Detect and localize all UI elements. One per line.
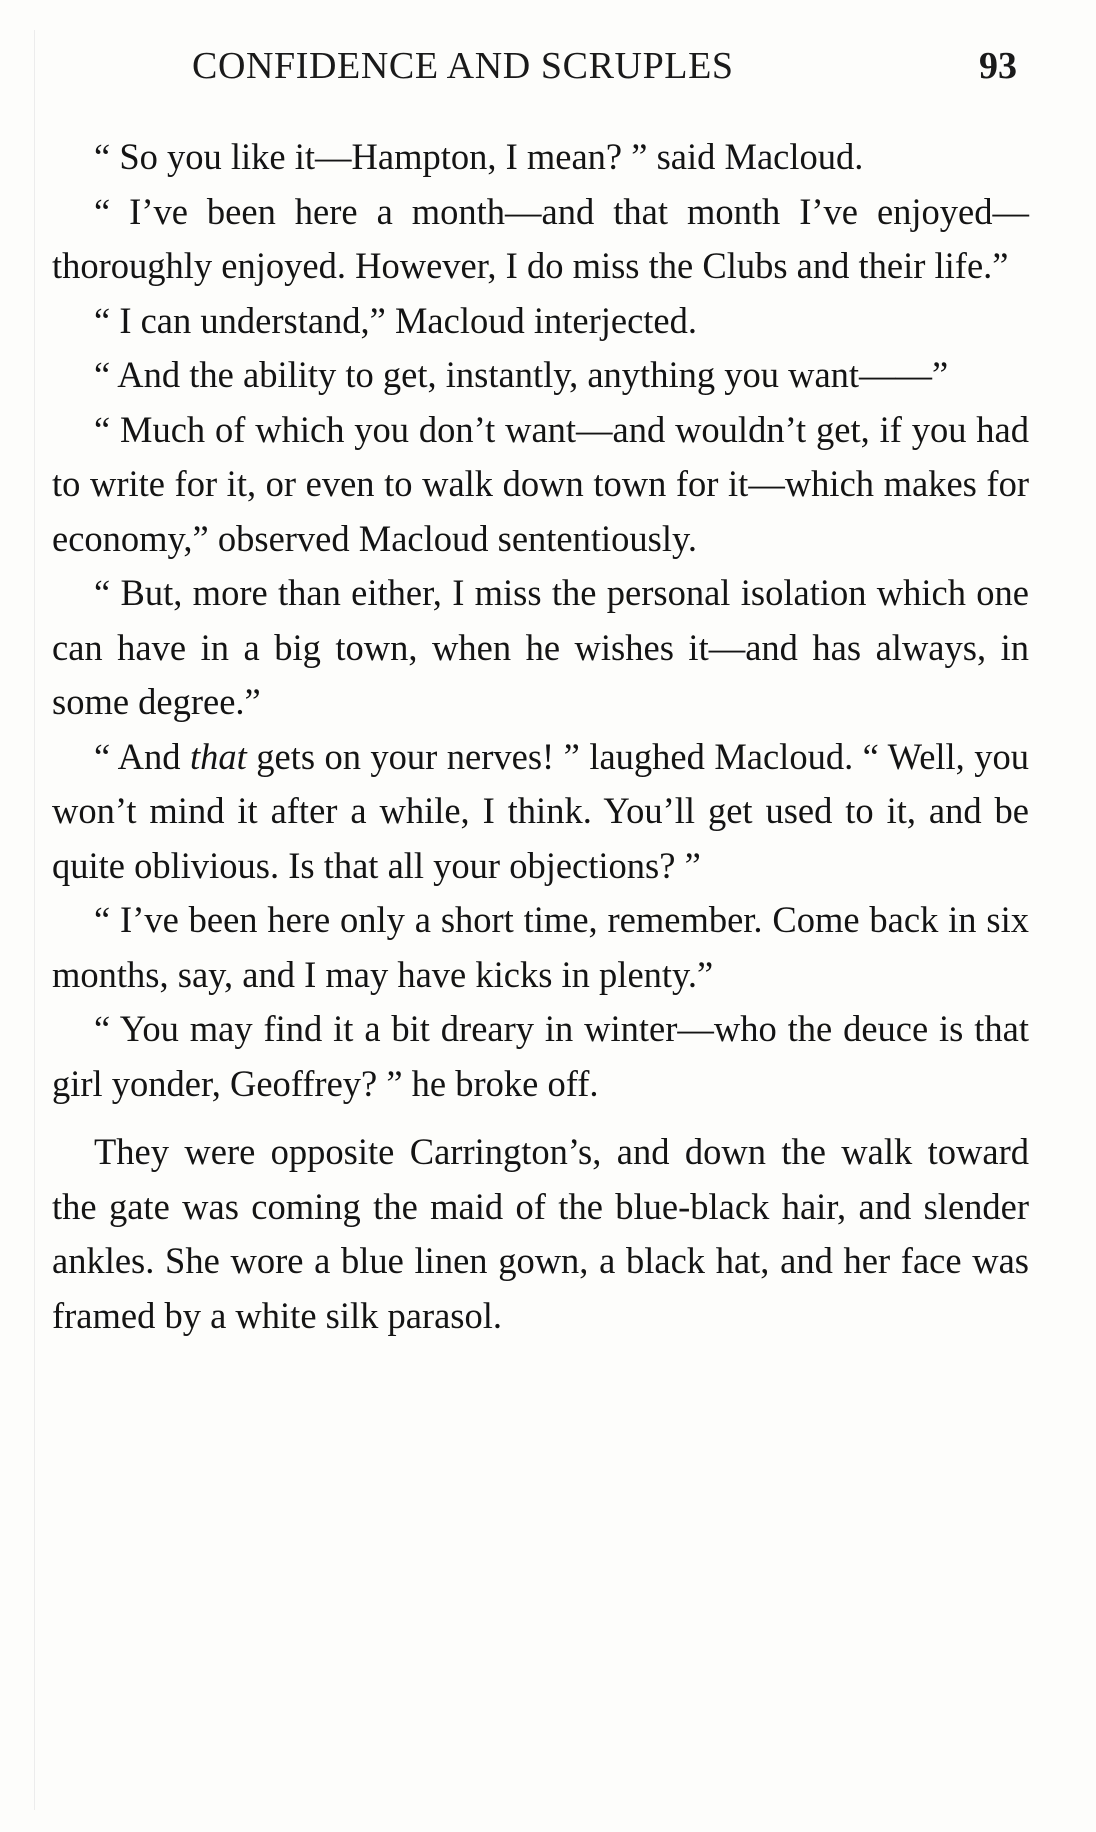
paragraph-3: “ I can understand,” Macloud interjected. xyxy=(94,299,697,341)
paragraph-7-italic: that xyxy=(189,735,247,777)
paragraph-8: “ I’ve been here only a short time, remember. Come back in six months, say, and I may have kicks in plenty.” xyxy=(52,899,1029,995)
page-edge-shadow xyxy=(34,30,35,1810)
page-body xyxy=(52,130,1029,1343)
paragraph-7-start: “ And xyxy=(94,735,190,777)
page-header xyxy=(52,36,1029,96)
paragraph-10: They were opposite Carrington’s, and down the walk toward the gate was coming the maid of the blue-black hair, and slender ankles. She wore a blue linen gown, a black hat, and her face was framed by a white silk parasol. xyxy=(52,1131,1029,1336)
paragraph-6: “ But, more than either, I miss the personal isolation which one can have in a big town, when he wishes it—and has always, in some degree.” xyxy=(52,572,1029,722)
page-number: 93 xyxy=(979,45,1017,87)
paragraph-2: “ I’ve been here a month—and that month I’ve enjoyed—thoroughly enjoyed. However, I do miss the Clubs and their life.” xyxy=(52,190,1029,286)
paragraph-9: “ You may find it a bit dreary in winter—who the deuce is that girl yonder, Geoffrey? ” he broke off. xyxy=(52,1008,1029,1104)
paragraph-7 xyxy=(52,730,1029,894)
paragraph-5: “ Much of which you don’t want—and wouldn’t get, if you had to write for it, or even to walk down town for it—which makes for economy,” observed Macloud sententiously. xyxy=(52,408,1029,559)
paragraph-7-end: gets on your nerves! ” laughed Macloud. “ Well, you won’t mind it after a while, I think. You’ll get used to it, and be quite oblivious. Is that all your objections? ” xyxy=(52,735,1030,886)
running-head: CONFIDENCE AND SCRUPLES xyxy=(192,45,734,87)
paragraph-4: “ And the ability to get, instantly, anything you want——” xyxy=(94,354,949,395)
paragraph-1: “ So you like it—Hampton, I mean? ” said Macloud. xyxy=(94,136,864,177)
